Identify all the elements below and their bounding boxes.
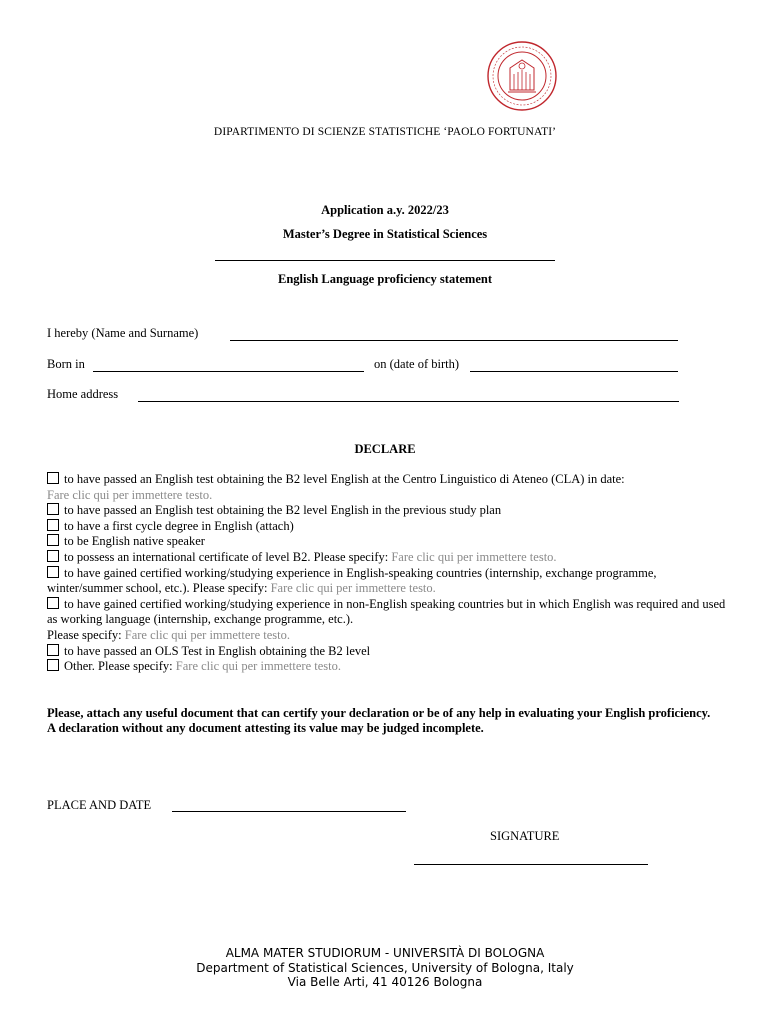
address-label: Home address <box>47 387 119 401</box>
university-seal-icon <box>486 40 558 112</box>
checkbox[interactable] <box>47 644 59 656</box>
list-item: to have gained certified working/studying experience in non-English speaking countries but in which English was required and used as working language (internship, exchange programme, etc.). <box>47 596 726 627</box>
name-field[interactable] <box>230 340 678 341</box>
placeholder-field[interactable]: Fare clic qui per immettere testo. <box>391 549 557 564</box>
dob-field[interactable] <box>470 371 678 372</box>
signature-field[interactable] <box>414 864 648 865</box>
birthplace-field[interactable] <box>93 371 364 372</box>
placeholder-field[interactable]: Fare clic qui per immettere testo. <box>47 487 213 502</box>
declare-heading: DECLARE <box>354 442 416 456</box>
footer-university: ALMA MATER STUDIORUM - UNIVERSITÀ DI BOLOGNA <box>225 946 545 960</box>
title-divider <box>215 260 555 261</box>
address-field[interactable] <box>138 401 679 402</box>
checkbox[interactable] <box>47 597 59 609</box>
place-date-field[interactable] <box>172 811 406 812</box>
checkbox[interactable] <box>47 550 59 562</box>
list-item: to have passed an English test obtaining the B2 level English in the previous study plan <box>47 503 727 519</box>
placeholder-field[interactable]: Fare clic qui per immettere testo. <box>124 627 290 642</box>
list-item: to be English native speaker <box>47 534 727 550</box>
placeholder-field[interactable]: Fare clic qui per immettere testo. <box>175 659 341 674</box>
list-item: to have gained certified working/studying experience in English-speaking countries (internship, exchange programme, winter/summer school, etc.). Please specify: Fare clic qui per immettere testo. <box>47 565 657 596</box>
attachment-note <box>47 706 727 737</box>
department-name: DIPARTIMENTO DI SCIENZE STATISTICHE ‘PAOLO FORTUNATI’ <box>213 126 557 138</box>
list-item: to have passed an OLS Test in English obtaining the B2 level <box>47 644 727 660</box>
signature-label: SIGNATURE <box>490 829 560 843</box>
degree-title: Master’s Degree in Statistical Sciences <box>282 227 488 241</box>
footer <box>0 946 770 990</box>
footer-department: Department of Statistical Sciences, University of Bologna, Italy <box>196 960 574 975</box>
name-label: I hereby (Name and Surname) <box>47 326 199 340</box>
checkbox[interactable] <box>47 519 59 531</box>
declaration-list <box>47 472 727 675</box>
list-item: to possess an international certificate of level B2. Please specify: Fare clic qui per immettere testo. <box>47 550 727 566</box>
list-item: to have a first cycle degree in English (attach) <box>47 519 727 535</box>
checkbox[interactable] <box>47 659 59 671</box>
checkbox[interactable] <box>47 472 59 484</box>
application-title: Application a.y. 2022/23 <box>321 203 449 217</box>
note-line: Please, attach any useful document that can certify your declaration or be of any help in evaluating your English proficiency. <box>47 706 711 720</box>
list-item: Other. Please specify: Fare clic qui per immettere testo. <box>47 659 727 675</box>
placeholder-field[interactable]: Fare clic qui per immettere testo. <box>270 581 436 596</box>
born-label: Born in <box>47 357 85 371</box>
statement-title: English Language proficiency statement <box>277 272 492 286</box>
dob-label: on (date of birth) <box>374 357 460 371</box>
footer-address: Via Belle Arti, 41 40126 Bologna <box>287 975 483 989</box>
list-item: Please specify: Fare clic qui per immettere testo. <box>47 627 290 642</box>
checkbox[interactable] <box>47 534 59 546</box>
list-item: to have passed an English test obtaining the B2 level English at the Centro Linguistico di Ateneo (CLA) in date: <box>47 472 727 488</box>
note-line: A declaration without any document attesting its value may be judged incomplete. <box>47 721 484 736</box>
checkbox[interactable] <box>47 503 59 515</box>
place-date-label: PLACE AND DATE <box>47 798 152 812</box>
checkbox[interactable] <box>47 566 59 578</box>
